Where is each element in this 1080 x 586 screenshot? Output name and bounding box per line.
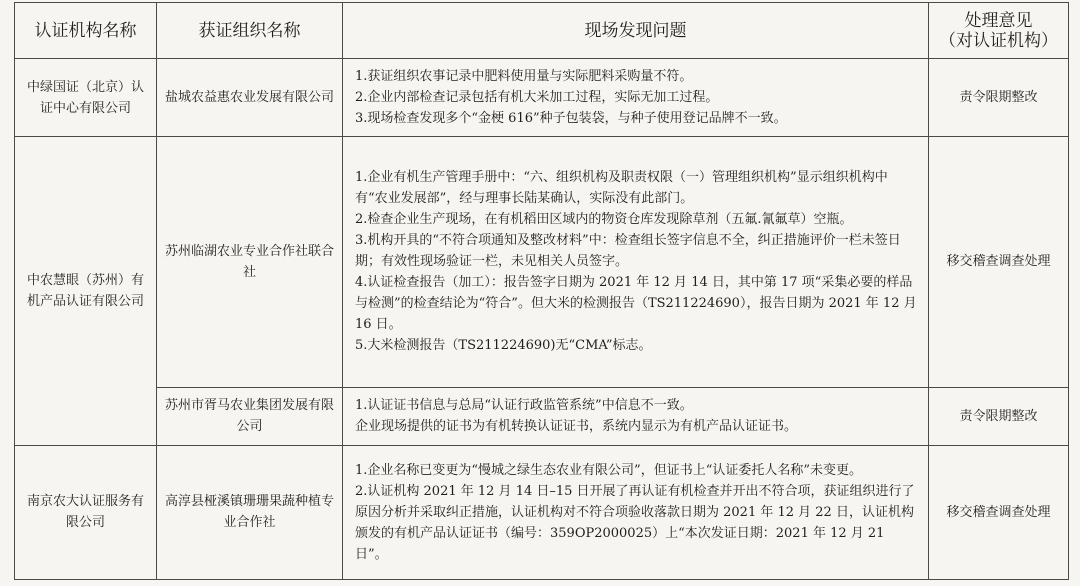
header-opinion [929,3,1069,59]
issue-item: 3.现场检查发现多个“金梗 616”种子包装袋，与种子使用登记品牌不一致。 [355,111,787,127]
organization-cell: 盐城农益惠农业发展有限公司 [157,59,343,137]
issue-item: 2.检查企业生产现场，在有机稻田区域内的物资仓库发现除草剂（五氟.氰氟草）空瓶。 [355,212,853,228]
institution-cell: 中农慧眼（苏州）有机产品认证有限公司 [15,137,157,446]
header-opinion-line2: （对认证机构） [939,30,1058,51]
opinion-cell: 移交稽查调查处理 [929,137,1069,387]
issues-cell [343,59,929,137]
opinion-cell: 移交稽查调查处理 [929,445,1069,579]
table-header-row [15,3,1069,59]
header-organization: 获证组织名称 [157,3,343,59]
issue-item: 1.企业名称已变更为“慢城之绿生态农业有限公司”，但证书上“认证委托人名称”未变更。 [355,462,862,478]
organization-cell: 高淳县桠溪镇珊珊果蔬种植专业合作社 [157,445,343,579]
issue-item: 1.认证证书信息与总局“认证行政监管系统”中信息不一致。 [355,398,693,414]
opinion-cell: 责令限期整改 [929,387,1069,445]
issue-item: 1.获证组织农事记录中肥料使用量与实际肥料采购量不符。 [355,69,693,85]
table-row [15,387,1069,445]
header-institution: 认证机构名称 [15,3,157,59]
issue-item: 2.企业内部检查记录包括有机大米加工过程，实际无加工过程。 [355,90,719,106]
organization-cell: 苏州临湖农业专业合作社联合社 [157,137,343,387]
table-row [15,445,1069,579]
issues-cell [343,387,929,445]
issue-item: 4.认证检查报告（加工）：报告签字日期为 2021 年 12 月 14 日，其中第 17 项“采集必要的样品与检测”的检查结论为“符合”。但大米的检测报告（TS211224690），报告日期为 2021 年 12 月 16 日。 [355,275,917,333]
header-opinion-line1: 处理意见 [964,10,1033,31]
header-issues: 现场发现问题 [343,3,929,59]
opinion-cell: 责令限期整改 [929,59,1069,137]
issue-item: 企业现场提供的证书为有机转换认证证书，系统内显示为有机产品认证证书。 [355,419,798,435]
issues-cell [343,137,929,387]
issue-item: 2.认证机构 2021 年 12 月 14 日–15 日开展了再认证有机检查并开出不符合项，获证组织进行了原因分析并采取纠正措施，认证机构对不符合项验收落款日期为 2021 年 12 月 22 日，认证机构颁发的有机产品认证证书（编号：359OP2000025）上“本次发证日期：2021 年 12 月 21 日”。 [355,483,915,562]
table-row [15,137,1069,387]
table-row [15,59,1069,137]
institution-cell: 南京农大认证服务有限公司 [15,445,157,579]
issue-item: 3.机构开具的“不符合项通知及整改材料”中：检查组长签字信息不全，纠正措施评价一栏未签日期；有效性现场验证一栏，未见相关人员签字。 [355,233,901,270]
organization-cell: 苏州市胥马农业集团发展有限公司 [157,387,343,445]
institution-cell: 中绿国证（北京）认证中心有限公司 [15,59,157,137]
issue-item: 5.大米检测报告（TS211224690)无“CMA”标志。 [355,338,652,354]
certification-issues-table [14,2,1069,580]
issue-item: 1.企业有机生产管理手册中：“六、组织机构及职责权限（一）管理组织机构”显示组织机构中有“农业发展部”，经与理事长陆某确认，实际没有此部门。 [355,170,888,207]
issues-cell [343,445,929,579]
